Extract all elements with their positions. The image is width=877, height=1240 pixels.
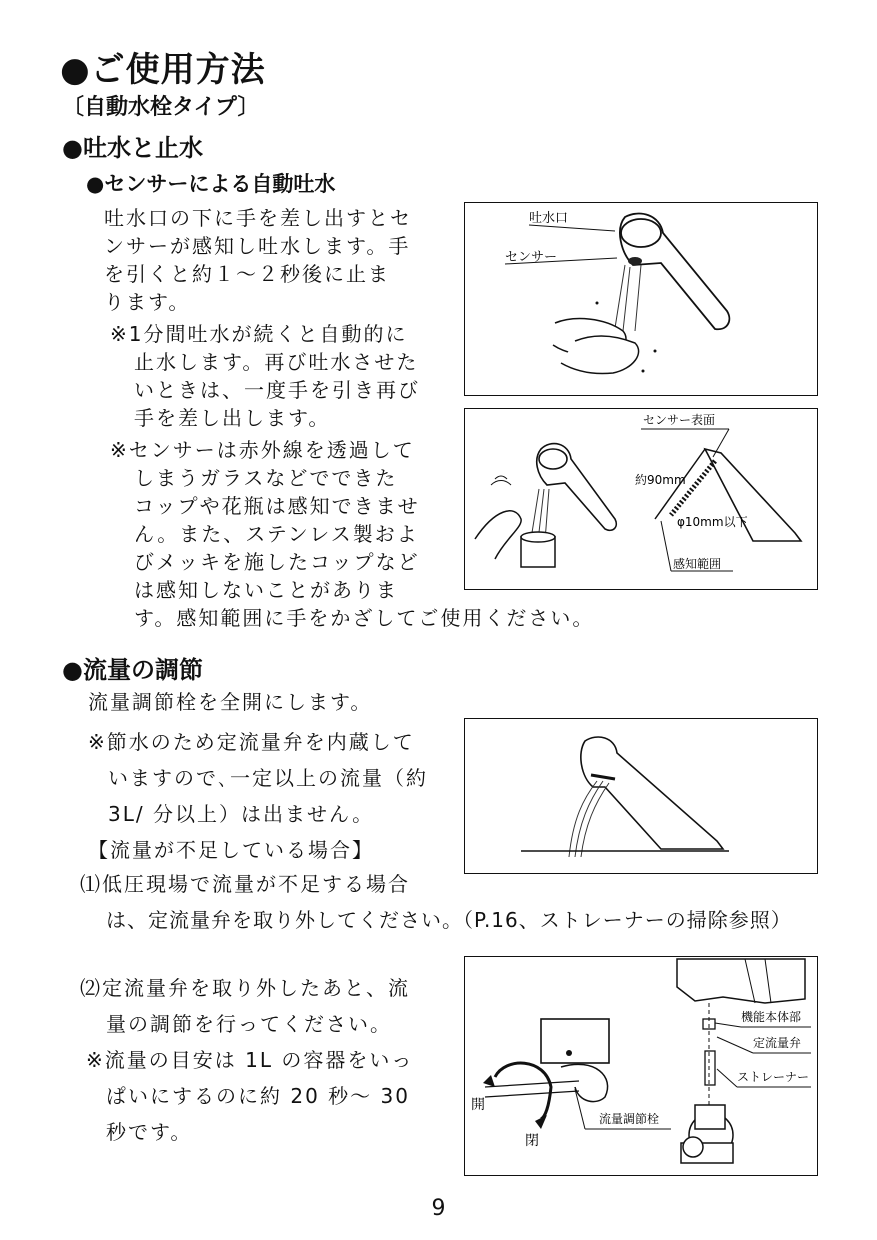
label-sensor: センサー xyxy=(505,250,558,265)
text-line: びメッキを施したコップなど xyxy=(134,550,420,574)
text-line: 秒です。 xyxy=(106,1120,193,1144)
section2-body xyxy=(88,688,448,716)
label-distance: 約90mm xyxy=(635,473,686,487)
stopcock-illustration xyxy=(465,957,816,1174)
text-line: ります。 xyxy=(104,290,191,314)
text-line: 吐水口の下に手を差し出すとセ xyxy=(104,206,412,230)
section1-body xyxy=(104,204,449,316)
text-line: 手を差し出します。 xyxy=(134,406,331,430)
faucet-sensor-illustration xyxy=(465,203,816,394)
text-line: ぱいにするのに約 20 秒～ 30 xyxy=(106,1084,410,1108)
page-subtitle: 〔自動水栓タイプ〕 xyxy=(62,95,260,120)
figure-stopcock xyxy=(464,956,818,1176)
text-line: ⑵定流量弁を取り外したあと、流 xyxy=(80,976,410,1000)
label-strainer: ストレーナー xyxy=(737,1070,810,1084)
text-line: ※センサーは赤外線を透過して xyxy=(110,438,415,462)
text-line: ん。また、ステンレス製およ xyxy=(134,522,419,546)
text-line: を引くと約１～２秒後に止ま xyxy=(104,262,390,286)
text-line: 止水します。再び吐水させた xyxy=(134,350,419,374)
text-line: す。感知範囲に手をかざしてご使用ください。 xyxy=(134,606,595,630)
text-line: しまうガラスなどでできた xyxy=(134,466,398,490)
text-line: 流量調節栓を全開にします。 xyxy=(88,690,373,714)
text-line: いますので､一定以上の流量（約 xyxy=(108,766,428,790)
text-line: は感知しないことがありま xyxy=(134,578,398,602)
section2-note xyxy=(88,724,448,868)
label-range: 感知範囲 xyxy=(673,557,722,571)
page-number: 9 xyxy=(431,1196,446,1221)
figure-auto-spout xyxy=(464,202,818,396)
label-sensor-surface: センサー表面 xyxy=(643,413,716,427)
label-close: 閉 xyxy=(525,1133,539,1149)
faucet-flow-illustration xyxy=(465,719,816,872)
label-stopcock: 流量調節栓 xyxy=(599,1112,660,1126)
figure-flow xyxy=(464,718,818,874)
page-title: ●ご使用方法 xyxy=(60,50,266,90)
figure-sensing-range xyxy=(464,408,818,590)
text-line: 【流量が不足している場合】 xyxy=(88,838,374,862)
text-line: 3L/ 分以上）は出ません。 xyxy=(108,802,375,826)
sensing-range-illustration xyxy=(465,409,816,588)
text-line: コップや花瓶は感知できませ xyxy=(134,494,420,518)
label-valve: 定流量弁 xyxy=(753,1036,802,1050)
label-outlet: 吐水口 xyxy=(529,211,569,226)
text-line: ンサーが感知し吐水します。手 xyxy=(104,234,411,258)
text-line: ※1分間吐水が続くと自動的に xyxy=(110,322,408,346)
text-line: いときは、一度手を引き再び xyxy=(134,378,420,402)
text-line: ※節水のため定流量弁を内蔵して xyxy=(88,730,415,754)
section1-note1 xyxy=(110,320,455,432)
text-line: ※流量の目安は 1L の容器をいっ xyxy=(86,1048,414,1072)
text-line: 量の調節を行ってください。 xyxy=(106,1012,392,1036)
text-line: ⑴低圧現場で流量が不足する場合 xyxy=(80,872,410,896)
label-body: 機能本体部 xyxy=(741,1010,802,1024)
section-heading-flow: ●流量の調節 xyxy=(62,656,203,684)
section2-item1 xyxy=(80,866,870,938)
label-open: 開 xyxy=(471,1097,485,1113)
text-line: は、定流量弁を取り外してください。（P.16、ストレーナーの掃除参照） xyxy=(106,908,792,932)
section2-item2 xyxy=(80,970,450,1150)
sub-heading-auto-spout: ●センサーによる自動吐水 xyxy=(86,172,336,196)
section-heading-spout: ●吐水と止水 xyxy=(62,134,203,162)
label-diameter: φ10mm以下 xyxy=(677,515,748,529)
